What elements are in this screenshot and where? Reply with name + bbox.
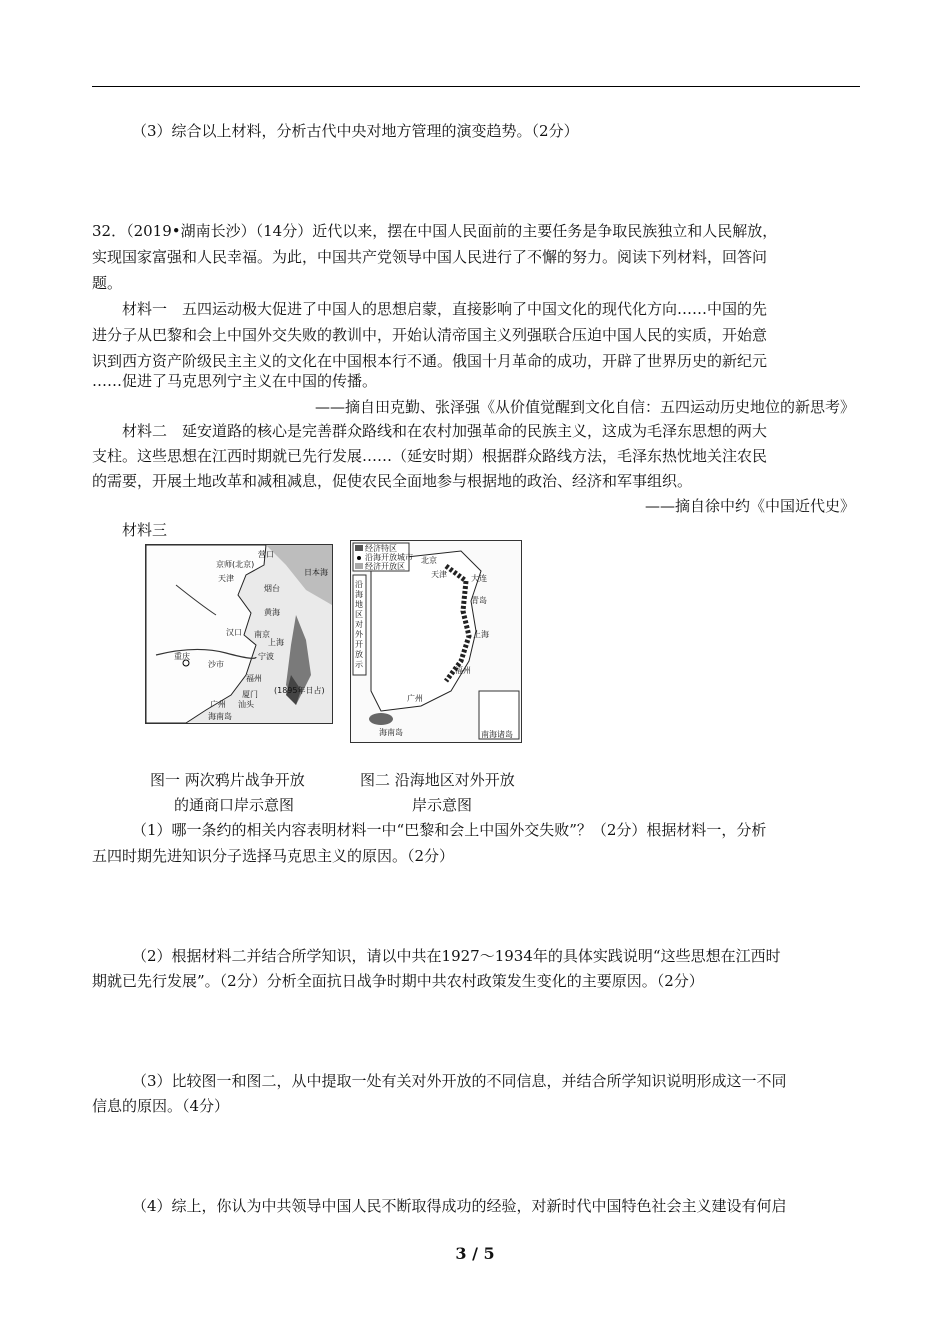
- q32-intro-line2: 实现国家富强和人民幸福。为此，中国共产党领导中国人民进行了不懈的努力。阅读下列材料，回答问: [92, 248, 768, 266]
- fig1-label: 厦门: [242, 690, 258, 699]
- fig2-label: 天津: [431, 570, 447, 579]
- q31-part3: （3）综合以上材料，分析古代中央对地方管理的演变趋势。（2分）: [132, 122, 579, 140]
- fig2-vertical-title: 放: [355, 650, 363, 659]
- q32-intro-line1: 32．（2019•湖南长沙）（14分）近代以来，摆在中国人民面前的主要任务是争取民族独立和人民解放，: [92, 222, 778, 240]
- material2-line2: 支柱。这些思想在江西时期就已先行发展……（延安时期）根据群众路线方法，毛泽东热忱地关注农民: [92, 447, 768, 465]
- fig2-vertical-title: 外: [355, 630, 363, 639]
- figure1-caption-line2: 的通商口岸示意图: [174, 796, 295, 814]
- question3-line2: 信息的原因。（4分）: [92, 1097, 230, 1115]
- fig2-legend: 经济开放区: [365, 562, 405, 571]
- fig1-label: 福州: [246, 674, 262, 683]
- fig1-label: 南京: [254, 630, 270, 639]
- fig2-vertical-title: 海: [355, 590, 363, 599]
- material1-source: ——摘自田克勤、张泽强《从价值觉醒到文化自信：五四运动历史地位的新思考》: [314, 398, 855, 416]
- header-rule: [92, 86, 860, 87]
- q32-intro-line3: 题。: [92, 274, 123, 292]
- material1-line4: ……促进了马克思列宁主义在中国的传播。: [92, 372, 378, 390]
- material1-line2: 进分子从巴黎和会上中国外交失败的教训中，开始认清帝国主义列强联合压迫中国人民的实质，开始意: [92, 326, 768, 344]
- material1-line1: 材料一 五四运动极大促进了中国人的思想启蒙，直接影响了中国文化的现代化方向……中国的先: [122, 300, 768, 318]
- question1-line1: （1）哪一条约的相关内容表明材料一中“巴黎和会上中国外交失败”？（2分）根据材料一，分析: [132, 821, 767, 839]
- material2-source: ——摘自徐中约《中国近代史》: [644, 497, 855, 515]
- fig1-label: 汕头: [238, 700, 254, 709]
- question3-line1: （3）比较图一和图二，从中提取一处有关对外开放的不同信息，并结合所学知识说明形成这一不同: [132, 1072, 787, 1090]
- fig1-label: (1895年日占): [274, 686, 325, 695]
- fig2-vertical-title: 对: [355, 620, 363, 629]
- figure1-caption-line1: 图一 两次鸦片战争开放: [150, 771, 305, 789]
- fig1-label: 营口: [258, 550, 274, 559]
- figure1-opium-war-ports-map: [145, 544, 333, 724]
- question2-line1: （2）根据材料二并结合所学知识，请以中共在1927～1934年的具体实践说明“这些思想在江西时: [132, 947, 781, 965]
- fig2-legend: 沿海开放城市: [365, 553, 413, 562]
- fig2-vertical-title: 示: [355, 660, 363, 669]
- fig1-label: 日本海: [304, 568, 328, 577]
- fig2-label: 青岛: [471, 596, 487, 605]
- figure2-caption-line1: 图二 沿海地区对外开放: [360, 771, 515, 789]
- fig1-label: 汉口: [226, 628, 242, 637]
- question2-line2: 期就已先行发展”。（2分）分析全面抗日战争时期中共农村政策发生变化的主要原因。（2分）: [92, 972, 704, 990]
- figure2-map-svg: [351, 541, 521, 742]
- fig2-label: 广州: [407, 694, 423, 703]
- fig1-label: 海南岛: [208, 712, 232, 721]
- material2-line3: 的需要，开展土地改革和减租减息，促使农民全面地参与根据地的政治、经济和军事组织。: [92, 472, 693, 490]
- figure2-caption-line2: 岸示意图: [412, 796, 473, 814]
- fig2-vertical-title: 区: [355, 610, 363, 619]
- figure1-map-svg: [146, 545, 332, 723]
- fig2-label: 海南岛: [379, 728, 403, 737]
- fig1-label: 黄海: [264, 608, 280, 617]
- fig2-label: 南海诸岛: [481, 730, 513, 739]
- fig1-label: 沙市: [208, 660, 224, 669]
- fig2-vertical-title: 开: [355, 640, 363, 649]
- fig2-vertical-title: 地: [355, 600, 363, 609]
- material3-label: 材料三: [122, 521, 168, 539]
- fig1-label: 重庆: [174, 652, 190, 661]
- question1-line2: 五四时期先进知识分子选择马克思主义的原因。（2分）: [92, 847, 455, 865]
- question4-line1: （4）综上，你认为中共领导中国人民不断取得成功的经验，对新时代中国特色社会主义建设有何启: [132, 1197, 787, 1215]
- fig1-label: 上海: [268, 638, 284, 647]
- fig1-label: 京师(北京): [216, 560, 255, 569]
- fig1-label: 宁波: [258, 652, 274, 661]
- fig2-legend: 经济特区: [365, 544, 397, 553]
- page-number: 3 / 5: [455, 1244, 495, 1263]
- fig2-label: 福州: [455, 666, 471, 675]
- fig1-label: 烟台: [264, 584, 280, 593]
- fig2-label: 北京: [421, 556, 437, 565]
- fig2-label: 大连: [471, 574, 487, 583]
- material1-line3: 识到西方资产阶级民主主义的文化在中国根本行不通。俄国十月革命的成功，开辟了世界历史的新纪元: [92, 352, 768, 370]
- figure2-coastal-opening-map: [350, 540, 522, 743]
- fig2-vertical-title: 沿: [355, 580, 363, 589]
- material2-line1: 材料二 延安道路的核心是完善群众路线和在农村加强革命的民族主义，这成为毛泽东思想的两大: [122, 422, 768, 440]
- fig2-label: 上海: [473, 630, 489, 639]
- fig1-label: 广州: [210, 700, 226, 709]
- fig1-label: 天津: [218, 574, 234, 583]
